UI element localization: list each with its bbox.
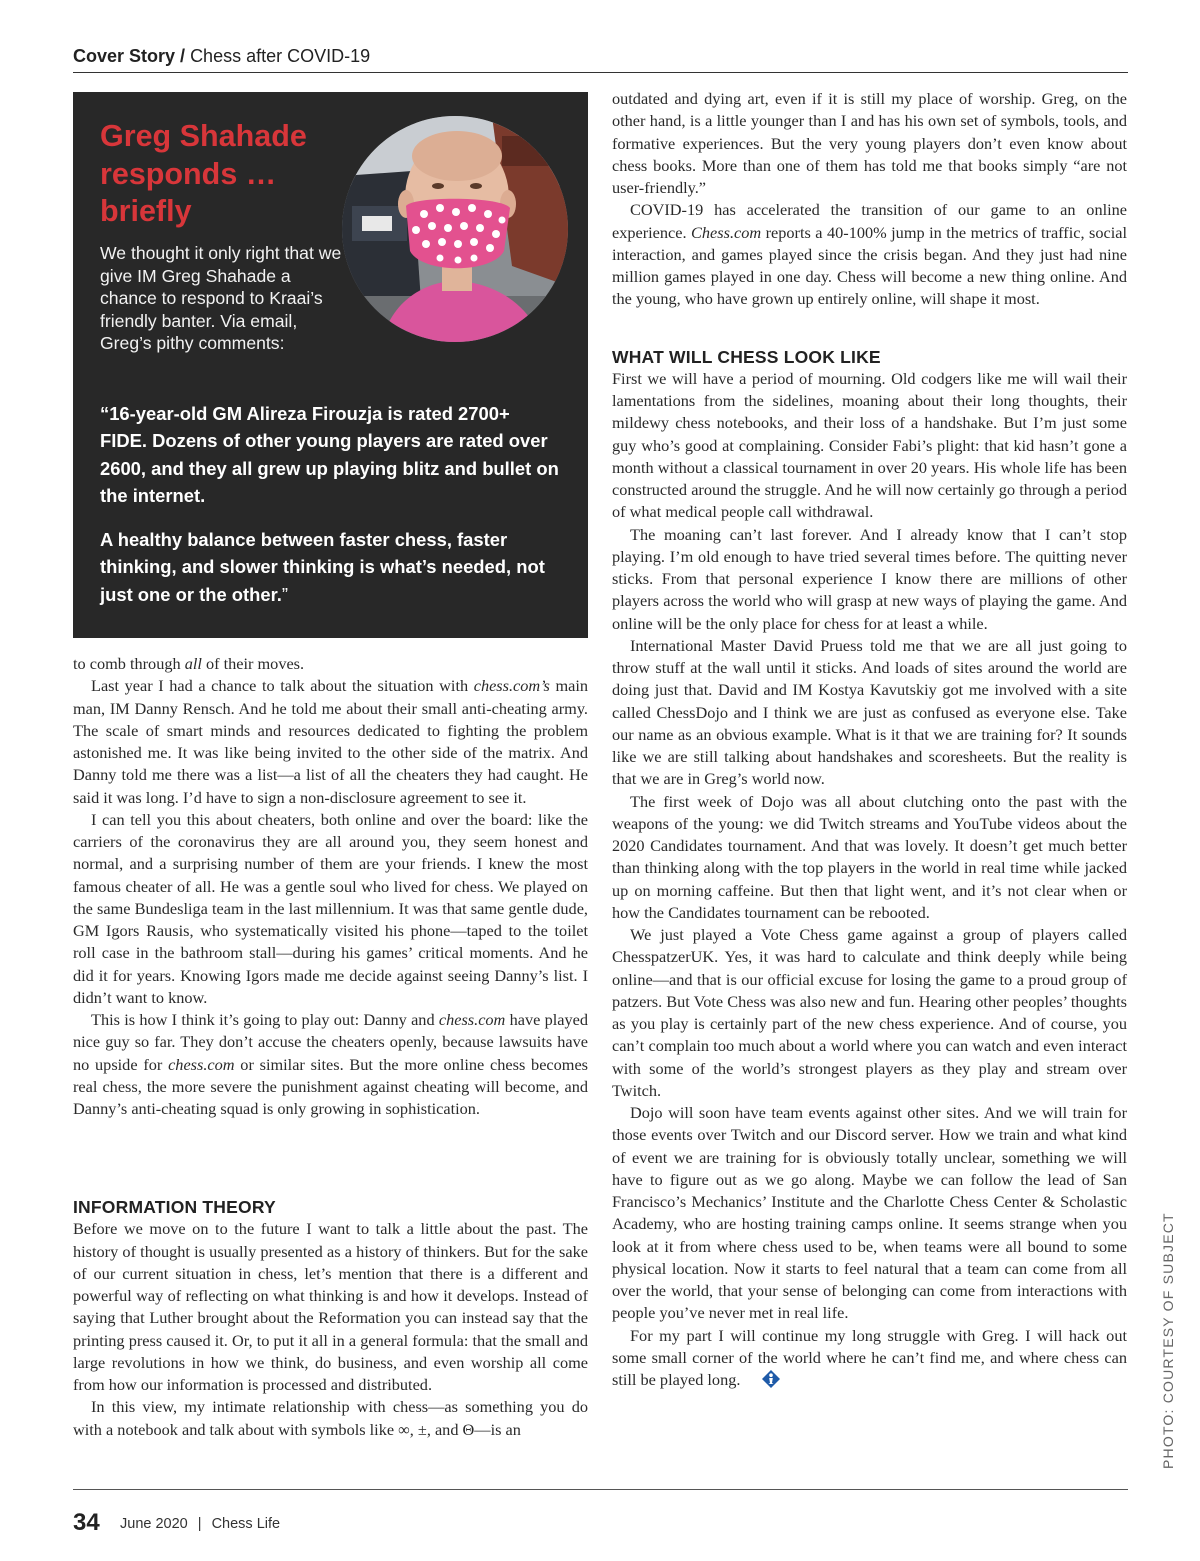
footer-issue-date: June 2020 [120,1516,188,1532]
emphasis: all [184,654,202,673]
left-column-bottom [73,1196,588,1441]
text-run: Last year I had a chance to talk about the situation with [91,676,474,696]
header-title: Chess after COVID-19 [190,46,371,66]
section-heading: WHAT WILL CHESS LOOK LIKE [612,346,881,367]
sidebar-quote-text: A healthy balance between faster chess, faster thinking, and slower thinking is what’s needed, not just one or the other. [100,529,545,605]
footer-divider [73,1489,1128,1490]
left-column-top [73,653,588,1120]
body-paragraph [73,1009,588,1120]
portrait-photo [342,116,568,342]
page-number: 34 [73,1509,100,1536]
body-paragraph: We just played a Vote Chess game against a group of players called ChesspatzerUK. Yes, it was hard to calculate and think deeply while being online—and that is our official excuse for losing the game to a proud group of patzers. But Vote Chess was also new and fun. Hearing other peoples’ thoughts as you play is certainly part of the new chess experience. And of course, you can’t complain too much about a world where you can watch and even interact with some of the world’s strongest players as they play and stream over Twitch. [612,925,1127,1100]
body-paragraph: First we will have a period of mourning. Old codgers like me will wail their lamentations from the sidelines, moaning about their long thoughts, their mildewy chess notebooks, and their loss of a handshake. But I’m just some guy who’s good at complaining. Consider Fabi’s plight: that kid hasn’t gone a month without a classical tournament in over 20 years. His whole life has been constructed around the struggle. And he will now certainly go through a period of what medical people call withdrawal. [612,368,1127,522]
emphasis: chess.com [438,1010,506,1029]
body-paragraph: Before we move on to the future I want to talk a little about the past. The history of thought is usually presented as a history of thinkers. But for the sake of our current situation in chess, let’s mention that there is a different and powerful way of reflecting on what thinking is and how it develops. Instead of saying that Luther brought about the Reformation you can instead say that the printing press caused it. Or, to put it all in a general formula: that the small and large revolutions in how we think, do business, and even worship all come from how our information is processed and distributed. [73,1219,588,1394]
sidebar-quote-close-mark: ” [281,583,289,605]
text-run: For my part I will continue my long struggle with Greg. I will hack out some small corner of the world where he can’t find me, and where chess can still be played long. [612,1325,1127,1389]
text-run: This is how I think it’s going to play out: Danny and [91,1010,439,1029]
body-paragraph: International Master David Pruess told me that we are all just going to throw stuff at the wall until it sticks. And loads of sites around the world are doing just that. David and IM Kostya Kavutskiy got me involved with a site called ChessDojo and I think we are just as confused as everyone else. Take our name as an obvious example. What is it that we are training for? It sounds like we are still talking about handshakes and scoresheets. But the reality is that we are in Greg’s world now. [612,635,1127,789]
text-run: or similar sites. But the more online chess becomes real chess, the more severe the punishment against cheating will become, and Danny’s anti-cheating squad is only growing in sophistication. [73,1054,589,1118]
body-paragraph [612,1325,1127,1395]
text-run: have played nice guy so far. They don’t accuse the cheaters openly, because lawsuits have no upside for [73,1010,588,1074]
sidebar-intro: We thought it only right that we give IM Greg Shahade a chance to respond to Kraai’s friendly banter. Via email, Greg’s pithy comments: [100,243,342,353]
text-run: of their moves. [201,654,305,673]
body-paragraph: In this view, my intimate relationship with chess—as something you do with a notebook and talk about with symbols like ∞, ±, and Θ—is an [73,1397,588,1439]
text-run: main man, IM Danny Rensch. And he told me about their small anti-cheating army. The scale of smart minds and resources dedicated to fighting the problem astonished me. It was like being invited to the other side of the matrix. And Danny told me there was a list—a list of all the cheaters they had caught. He said it was long. I’d have to sign a non-disclosure agreement to see it. [73,676,588,807]
body-paragraph [612,199,1127,310]
header-separator: / [175,46,191,66]
body-paragraph: outdated and dying art, even if it is still my place of worship. Greg, on the other hand, is a little younger than I and has his own set of symbols, tools, and formative experiences. But the very young players don’t even know about chess books. More than one of them has told me that books simply “are not user-friendly.” [612,89,1127,197]
section-heading: INFORMATION THEORY [73,1197,276,1217]
running-header [73,46,1128,73]
emphasis: chess.com’s [473,676,550,696]
body-paragraph [73,675,588,809]
text-run: reports a 40-100% jump in the metrics of traffic, social interaction, and games played since the crisis began. And they just had nine million games played in one day. Chess will become a new thing online. And the young, who have grown up entirely online, will shape it most. [612,222,1127,309]
text-run: COVID-19 has accelerated the transition of our game to an online experience. [612,200,1127,242]
footer-publication: Chess Life [211,1516,281,1532]
body-paragraph: I can tell you this about cheaters, both online and over the board: like the carriers of the coronavirus they are all around you, they seem honest and normal, and a surprising number of them are your friends. I knew the most famous cheater of all. He was a gentle soul who lived for chess. We played on the same Bundesliga team in the last millennium. It was that same gentle dude, GM Igors Rausis, who systematically visited his phone—taped to the toilet roll case in the bathroom stall—during his games’ critical moments. And he did it for years. Knowing Igors made me decide against seeing Danny’s list. I didn’t want to know. [73,809,588,1007]
body-paragraph: The moaning can’t last forever. And I already know that I can’t stop playing. I’m old enough to have tried several times before. The quitting never sticks. From that personal experience I know there are millions of other players across the world who will grasp at new ways of playing the game. And online will be the only place for chess for at least a while. [612,524,1127,633]
sidebar-title: Greg Shahade responds … briefly [100,119,307,228]
sidebar-box [73,92,588,638]
portrait-illustration [342,116,568,342]
footer-issue-info [120,1516,280,1532]
text-run: to comb through [73,654,185,673]
header-section: Cover Story [73,46,176,66]
body-paragraph: The first week of Dojo was all about clutching onto the past with the weapons of the young: we did Twitch streams and YouTube videos about the 2020 Candidates tournament. And that was lovely. It doesn’t get much better than thinking along with the top players in the world in real time while jacked up on morning caffeine. But then that light went, and it’s not clear when or how the Candidates tournament can be rebooted. [612,791,1127,922]
emphasis: chess.com [168,1054,235,1074]
chess-life-endmark-icon [744,1370,780,1394]
photo-credit: PHOTO: COURTESY OF SUBJECT [1160,1212,1176,1469]
sidebar-quote-paragraph-2 [100,526,560,608]
footer-divider-glyph: | [197,1516,202,1532]
emphasis: Chess.com [691,222,762,242]
body-paragraph: Dojo will soon have team events against other sites. And we will train for those events over Twitch and our Discord server. How we train and what kind of event we are training for is obviously totally unclear, something we will have to figure out as we go along. Maybe we can follow the lead of San Francisco’s Mechanics’ Institute and the Charlotte Chess Center & Scholastic Academy, who are hosting training camps online. It seems strange when you look at it from where chess used to be, when teams were all bound to some physical location. Now it starts to feel natural that a team can come from all over the world, that your sense of belonging can come from interactions with people you’ve never met in real life. [612,1103,1127,1323]
sidebar-quote-paragraph-1: “16-year-old GM Alireza Firouzja is rated 2700+ FIDE. Dozens of other young players are rated over 2600, and they all grew up playing blitz and bullet on the internet. [100,403,559,506]
body-paragraph [73,653,588,675]
right-column [612,88,1127,1394]
